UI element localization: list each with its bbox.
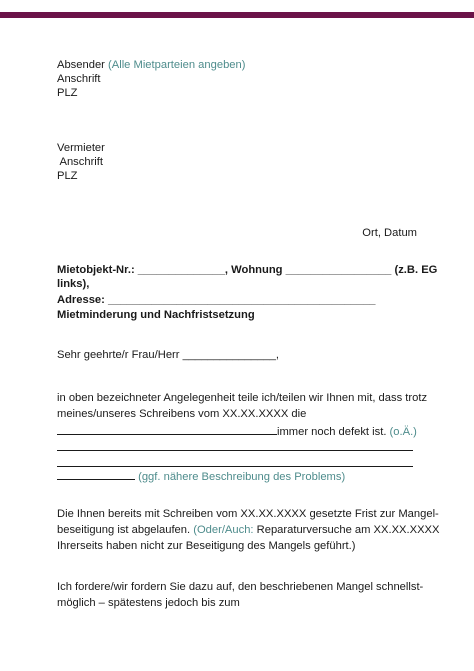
blank-line-2 <box>57 455 413 467</box>
landlord-address: Anschrift <box>57 156 104 168</box>
accent-bar <box>0 12 474 18</box>
landlord-zip: PLZ <box>57 170 78 182</box>
place-date: Ort, Datum <box>362 227 417 239</box>
deadline-expired: beseitigung ist abgelaufen. <box>57 524 191 536</box>
sender-label-line <box>57 58 245 72</box>
body-p1-line4 <box>57 439 413 455</box>
defect-text: immer noch defekt ist. <box>277 426 387 438</box>
sender-address: Anschrift <box>57 73 101 85</box>
sender-label: Absender <box>57 59 105 71</box>
body-p1-line3 <box>57 423 417 439</box>
body-p3-line1: Ich fordere/wir fordern Sie dazu auf, den beschriebenen Mangel schnellst- <box>57 581 424 593</box>
letter-subject: Mietminderung und Nachfristsetzung <box>57 309 255 321</box>
salutation: Sehr geehrte/r Frau/Herr _______________, <box>57 349 280 361</box>
body-p2-line1: Die Ihnen bereits mit Schreiben vom XX.XX.XXXX gesetzte Frist zur Mangel- <box>57 508 439 520</box>
address-line: Adresse: ___________________________________________ <box>57 294 376 306</box>
landlord-label: Vermieter <box>57 142 105 154</box>
body-p3-line2: möglich – spätestens jedoch bis zum <box>57 597 240 609</box>
blank-line-3 <box>57 468 135 480</box>
defect-hint: (o.Ä.) <box>389 426 417 438</box>
body-p2-line2 <box>57 523 439 537</box>
body-p1-line6 <box>57 468 345 484</box>
body-p1-line2: meines/unseres Schreibens vom XX.XX.XXXX die <box>57 408 307 420</box>
sender-hint: (Alle Mietparteien angeben) <box>108 59 246 71</box>
repair-attempts: Reparaturversuche am XX.XX.XXXX <box>256 524 440 536</box>
alternative-hint: (Oder/Auch: <box>193 524 254 536</box>
body-p2-line3: Ihrerseits haben nicht zur Beseitigung des Mangels geführt.) <box>57 540 356 552</box>
description-hint: (ggf. nähere Beschreibung des Problems) <box>138 471 346 483</box>
object-number-line-cont: links), <box>57 278 90 290</box>
sender-zip: PLZ <box>57 87 78 99</box>
object-number-line: Mietobjekt-Nr.: ______________, Wohnung _________________ (z.B. EG <box>57 264 438 276</box>
body-p1-line1: in oben bezeichneter Angelegenheit teile ich/teilen wir Ihnen mit, dass trotz <box>57 392 428 404</box>
defect-blank <box>57 423 277 435</box>
blank-line-1 <box>57 439 413 451</box>
